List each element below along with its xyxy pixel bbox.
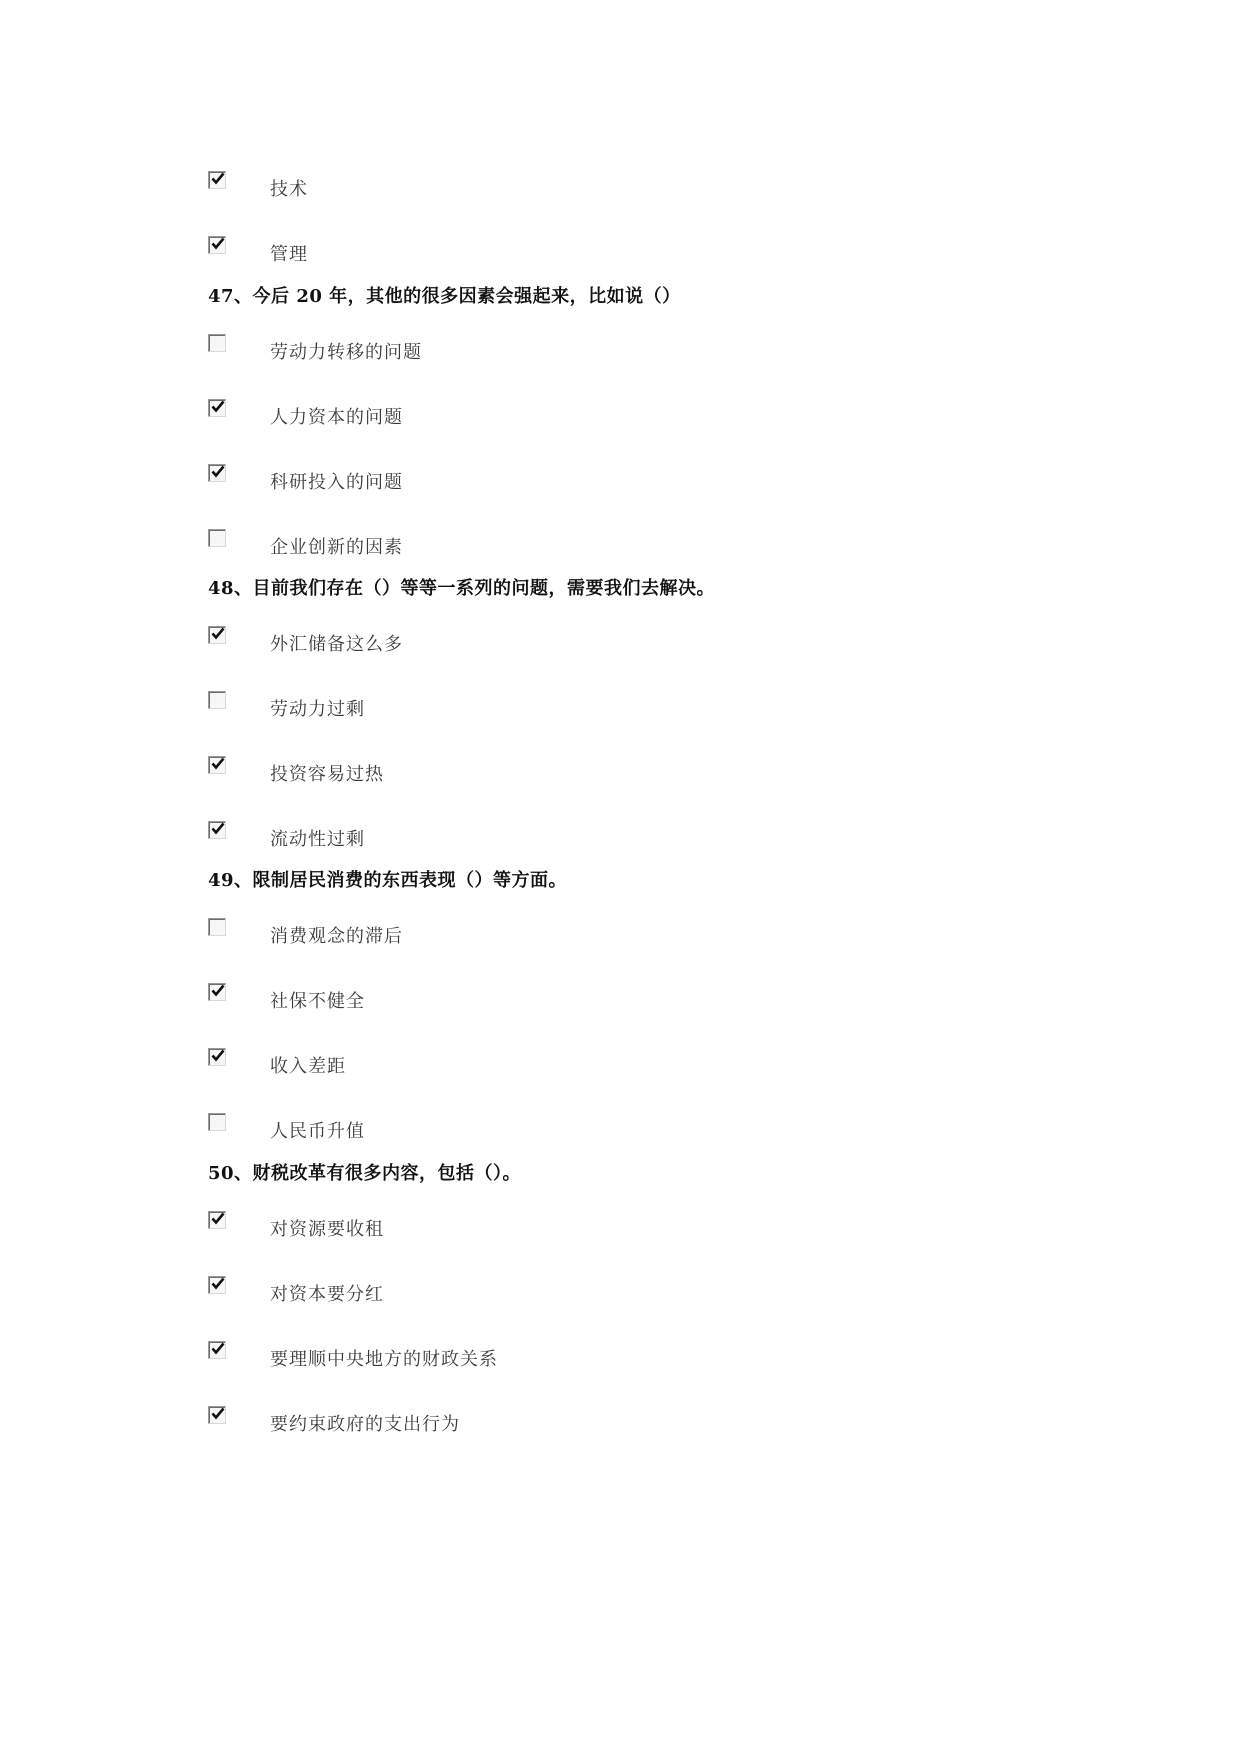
option-label: 劳动力转移的问题 bbox=[270, 342, 422, 363]
option-label: 人民币升值 bbox=[270, 1121, 365, 1142]
option-row bbox=[0, 1276, 1241, 1316]
option-row bbox=[0, 1406, 1241, 1446]
checkbox[interactable] bbox=[208, 1276, 226, 1294]
checkbox[interactable] bbox=[208, 983, 226, 1001]
option-label: 投资容易过热 bbox=[270, 764, 384, 785]
checkmark-icon bbox=[211, 627, 225, 641]
option-row bbox=[0, 756, 1241, 796]
option-row bbox=[0, 821, 1241, 861]
option-label: 要理顺中央地方的财政关系 bbox=[270, 1349, 498, 1370]
checkmark-icon bbox=[211, 1277, 225, 1291]
option-label: 劳动力过剩 bbox=[270, 699, 365, 720]
question-text: 47、今后 20 年，其他的很多因素会强起来，比如说（） bbox=[208, 286, 681, 307]
checkbox[interactable] bbox=[208, 1113, 226, 1131]
checkbox[interactable] bbox=[208, 918, 226, 936]
option-label: 管理 bbox=[270, 244, 308, 265]
checkmark-icon bbox=[211, 1342, 225, 1356]
checkbox[interactable] bbox=[208, 171, 226, 189]
checkbox[interactable] bbox=[208, 236, 226, 254]
checkmark-icon bbox=[211, 1407, 225, 1421]
checkbox[interactable] bbox=[208, 691, 226, 709]
checkmark-icon bbox=[211, 1212, 225, 1226]
option-label: 收入差距 bbox=[270, 1056, 346, 1077]
option-label: 外汇储备这么多 bbox=[270, 634, 403, 655]
option-row bbox=[0, 1113, 1241, 1153]
option-row bbox=[0, 464, 1241, 504]
option-label: 企业创新的因素 bbox=[270, 537, 403, 558]
checkmark-icon bbox=[211, 465, 225, 479]
option-row bbox=[0, 171, 1241, 211]
option-label: 流动性过剩 bbox=[270, 829, 365, 850]
option-label: 消费观念的滞后 bbox=[270, 926, 403, 947]
option-label: 对资源要收租 bbox=[270, 1219, 384, 1240]
question-text: 49、限制居民消费的东西表现（）等方面。 bbox=[208, 870, 568, 891]
option-row bbox=[0, 529, 1241, 569]
option-label: 人力资本的问题 bbox=[270, 407, 403, 428]
checkbox[interactable] bbox=[208, 1406, 226, 1424]
checkbox[interactable] bbox=[208, 756, 226, 774]
option-label: 社保不健全 bbox=[270, 991, 365, 1012]
checkbox[interactable] bbox=[208, 399, 226, 417]
option-label: 技术 bbox=[270, 179, 308, 200]
checkbox[interactable] bbox=[208, 529, 226, 547]
option-label: 科研投入的问题 bbox=[270, 472, 403, 493]
checkmark-icon bbox=[211, 757, 225, 771]
checkbox[interactable] bbox=[208, 1341, 226, 1359]
option-row bbox=[0, 1341, 1241, 1381]
option-row bbox=[0, 334, 1241, 374]
option-row bbox=[0, 399, 1241, 439]
option-row bbox=[0, 1048, 1241, 1088]
checkmark-icon bbox=[211, 172, 225, 186]
option-row bbox=[0, 691, 1241, 731]
checkmark-icon bbox=[211, 1049, 225, 1063]
option-row bbox=[0, 236, 1241, 276]
option-row bbox=[0, 626, 1241, 666]
checkbox[interactable] bbox=[208, 464, 226, 482]
option-row bbox=[0, 918, 1241, 958]
question-text: 50、财税改革有很多内容，包括（）。 bbox=[208, 1163, 522, 1184]
checkbox[interactable] bbox=[208, 626, 226, 644]
checkmark-icon bbox=[211, 400, 225, 414]
question-text: 48、目前我们存在（）等等一系列的问题，需要我们去解决。 bbox=[208, 578, 716, 599]
option-row bbox=[0, 983, 1241, 1023]
option-row bbox=[0, 1211, 1241, 1251]
checkbox[interactable] bbox=[208, 1211, 226, 1229]
option-label: 对资本要分红 bbox=[270, 1284, 384, 1305]
checkbox[interactable] bbox=[208, 334, 226, 352]
checkbox[interactable] bbox=[208, 1048, 226, 1066]
checkbox[interactable] bbox=[208, 821, 226, 839]
checkmark-icon bbox=[211, 822, 225, 836]
checkmark-icon bbox=[211, 237, 225, 251]
option-label: 要约束政府的支出行为 bbox=[270, 1414, 460, 1435]
checkmark-icon bbox=[211, 984, 225, 998]
